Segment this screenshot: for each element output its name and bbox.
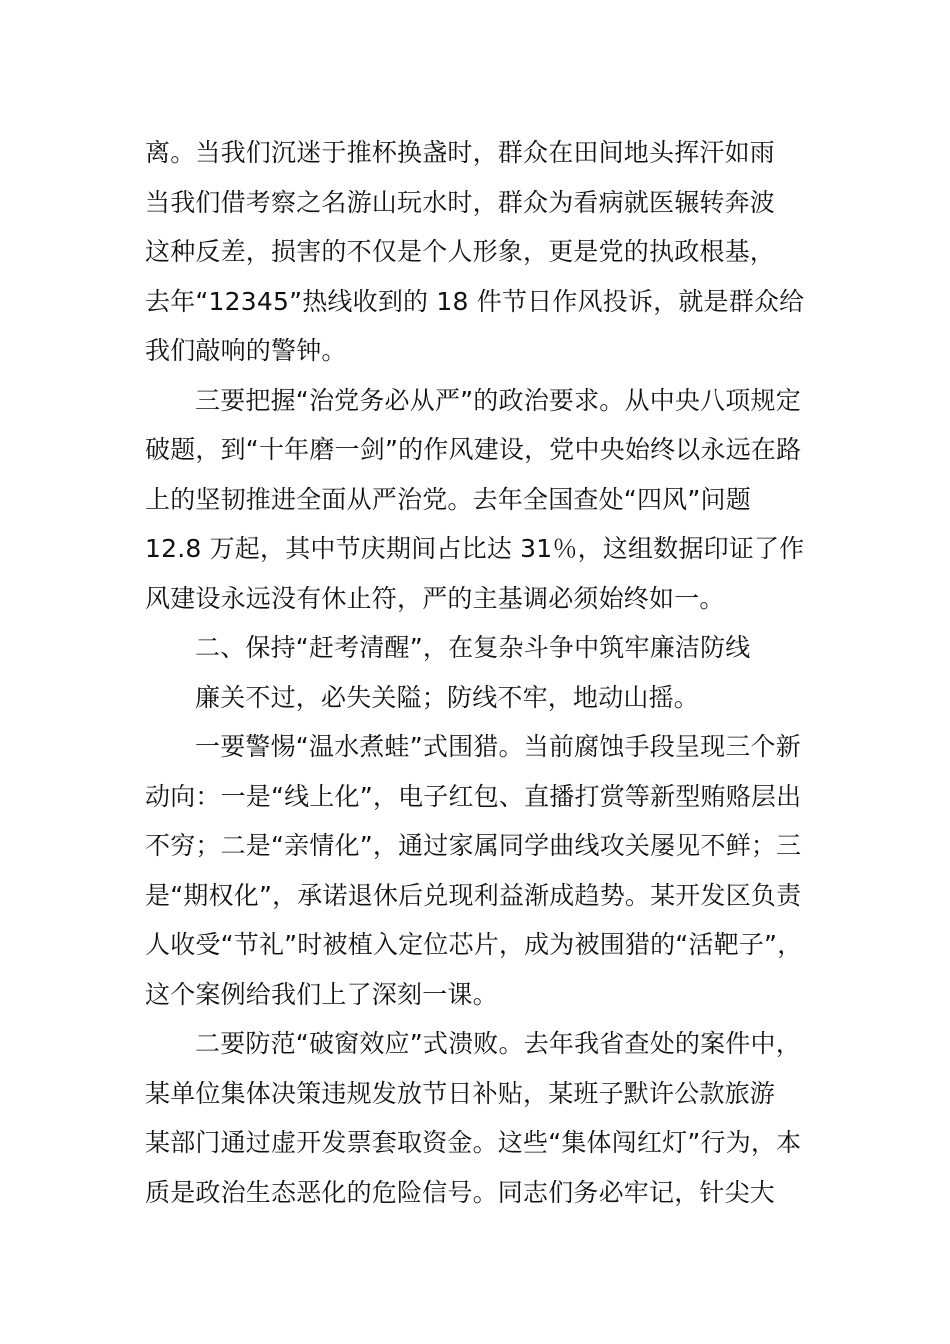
text-line-5: 我们敲响的警钟。 xyxy=(145,336,347,365)
text-line-14: 动向：一是“线上化”，电子红包、直播打赏等新型贿赂层出 xyxy=(145,781,802,811)
text-line-10: 风建设永远没有休止符，严的主基调必须始终如一。 xyxy=(145,583,725,613)
text-line-13: 一要警惕“温水煮蛙”式围猎。当前腐蚀手段呈现三个新 xyxy=(195,732,801,761)
text-line-2: 当我们借考察之名游山玩水时，群众为看病就医辗转奔波 xyxy=(145,187,776,217)
text-line-18: 这个案例给我们上了深刻一课。 xyxy=(145,979,498,1009)
text-line-22: 质是政治生态恶化的危险信号。同志们务必牢记，针尖大 xyxy=(145,1177,776,1207)
text-line-1: 离。当我们沉迷于推杯换盏时，群众在田间地头挥汗如雨 xyxy=(145,138,776,167)
section-heading: 二、保持“赶考清醒”，在复杂斗争中筑牢廉洁防线 xyxy=(195,633,751,662)
text-line-4: 去年“12345”热线收到的 18 件节日作风投诉，就是群众给 xyxy=(145,286,805,316)
text-line-21: 某部门通过虚开发票套取资金。这些“集体闯红灯”行为，本 xyxy=(145,1128,802,1157)
document-body xyxy=(145,128,810,1217)
text-line-9: 12.8 万起，其中节庆期间占比达 31％，这组数据印证了作 xyxy=(145,534,805,563)
text-line-15: 不穷；二是“亲情化”，通过家属同学曲线攻关屡见不鲜；三 xyxy=(145,831,802,860)
text-line-16: 是“期权化”，承诺退休后兑现利益渐成趋势。某开发区负责 xyxy=(145,880,802,910)
text-line-8: 上的坚韧推进全面从严治党。去年全国查处“四风”问题 xyxy=(145,484,751,514)
text-line-7: 破题，到“十年磨一剑”的作风建设，党中央始终以永远在路 xyxy=(145,435,802,464)
text-line-3: 这种反差，损害的不仅是个人形象，更是党的执政根基， xyxy=(145,237,776,266)
text-line-6: 三要把握“治党务必从严”的政治要求。从中央八项规定 xyxy=(195,385,801,415)
text-line-20: 某单位集体决策违规发放节日补贴，某班子默许公款旅游 xyxy=(145,1078,776,1108)
text-line-17: 人收受“节礼”时被植入定位芯片，成为被围猎的“活靶子”， xyxy=(145,930,803,959)
text-line-19: 二要防范“破窗效应”式溃败。去年我省查处的案件中， xyxy=(195,1029,801,1058)
text-line-12: 廉关不过，必失关隘；防线不牢，地动山摇。 xyxy=(195,682,700,712)
